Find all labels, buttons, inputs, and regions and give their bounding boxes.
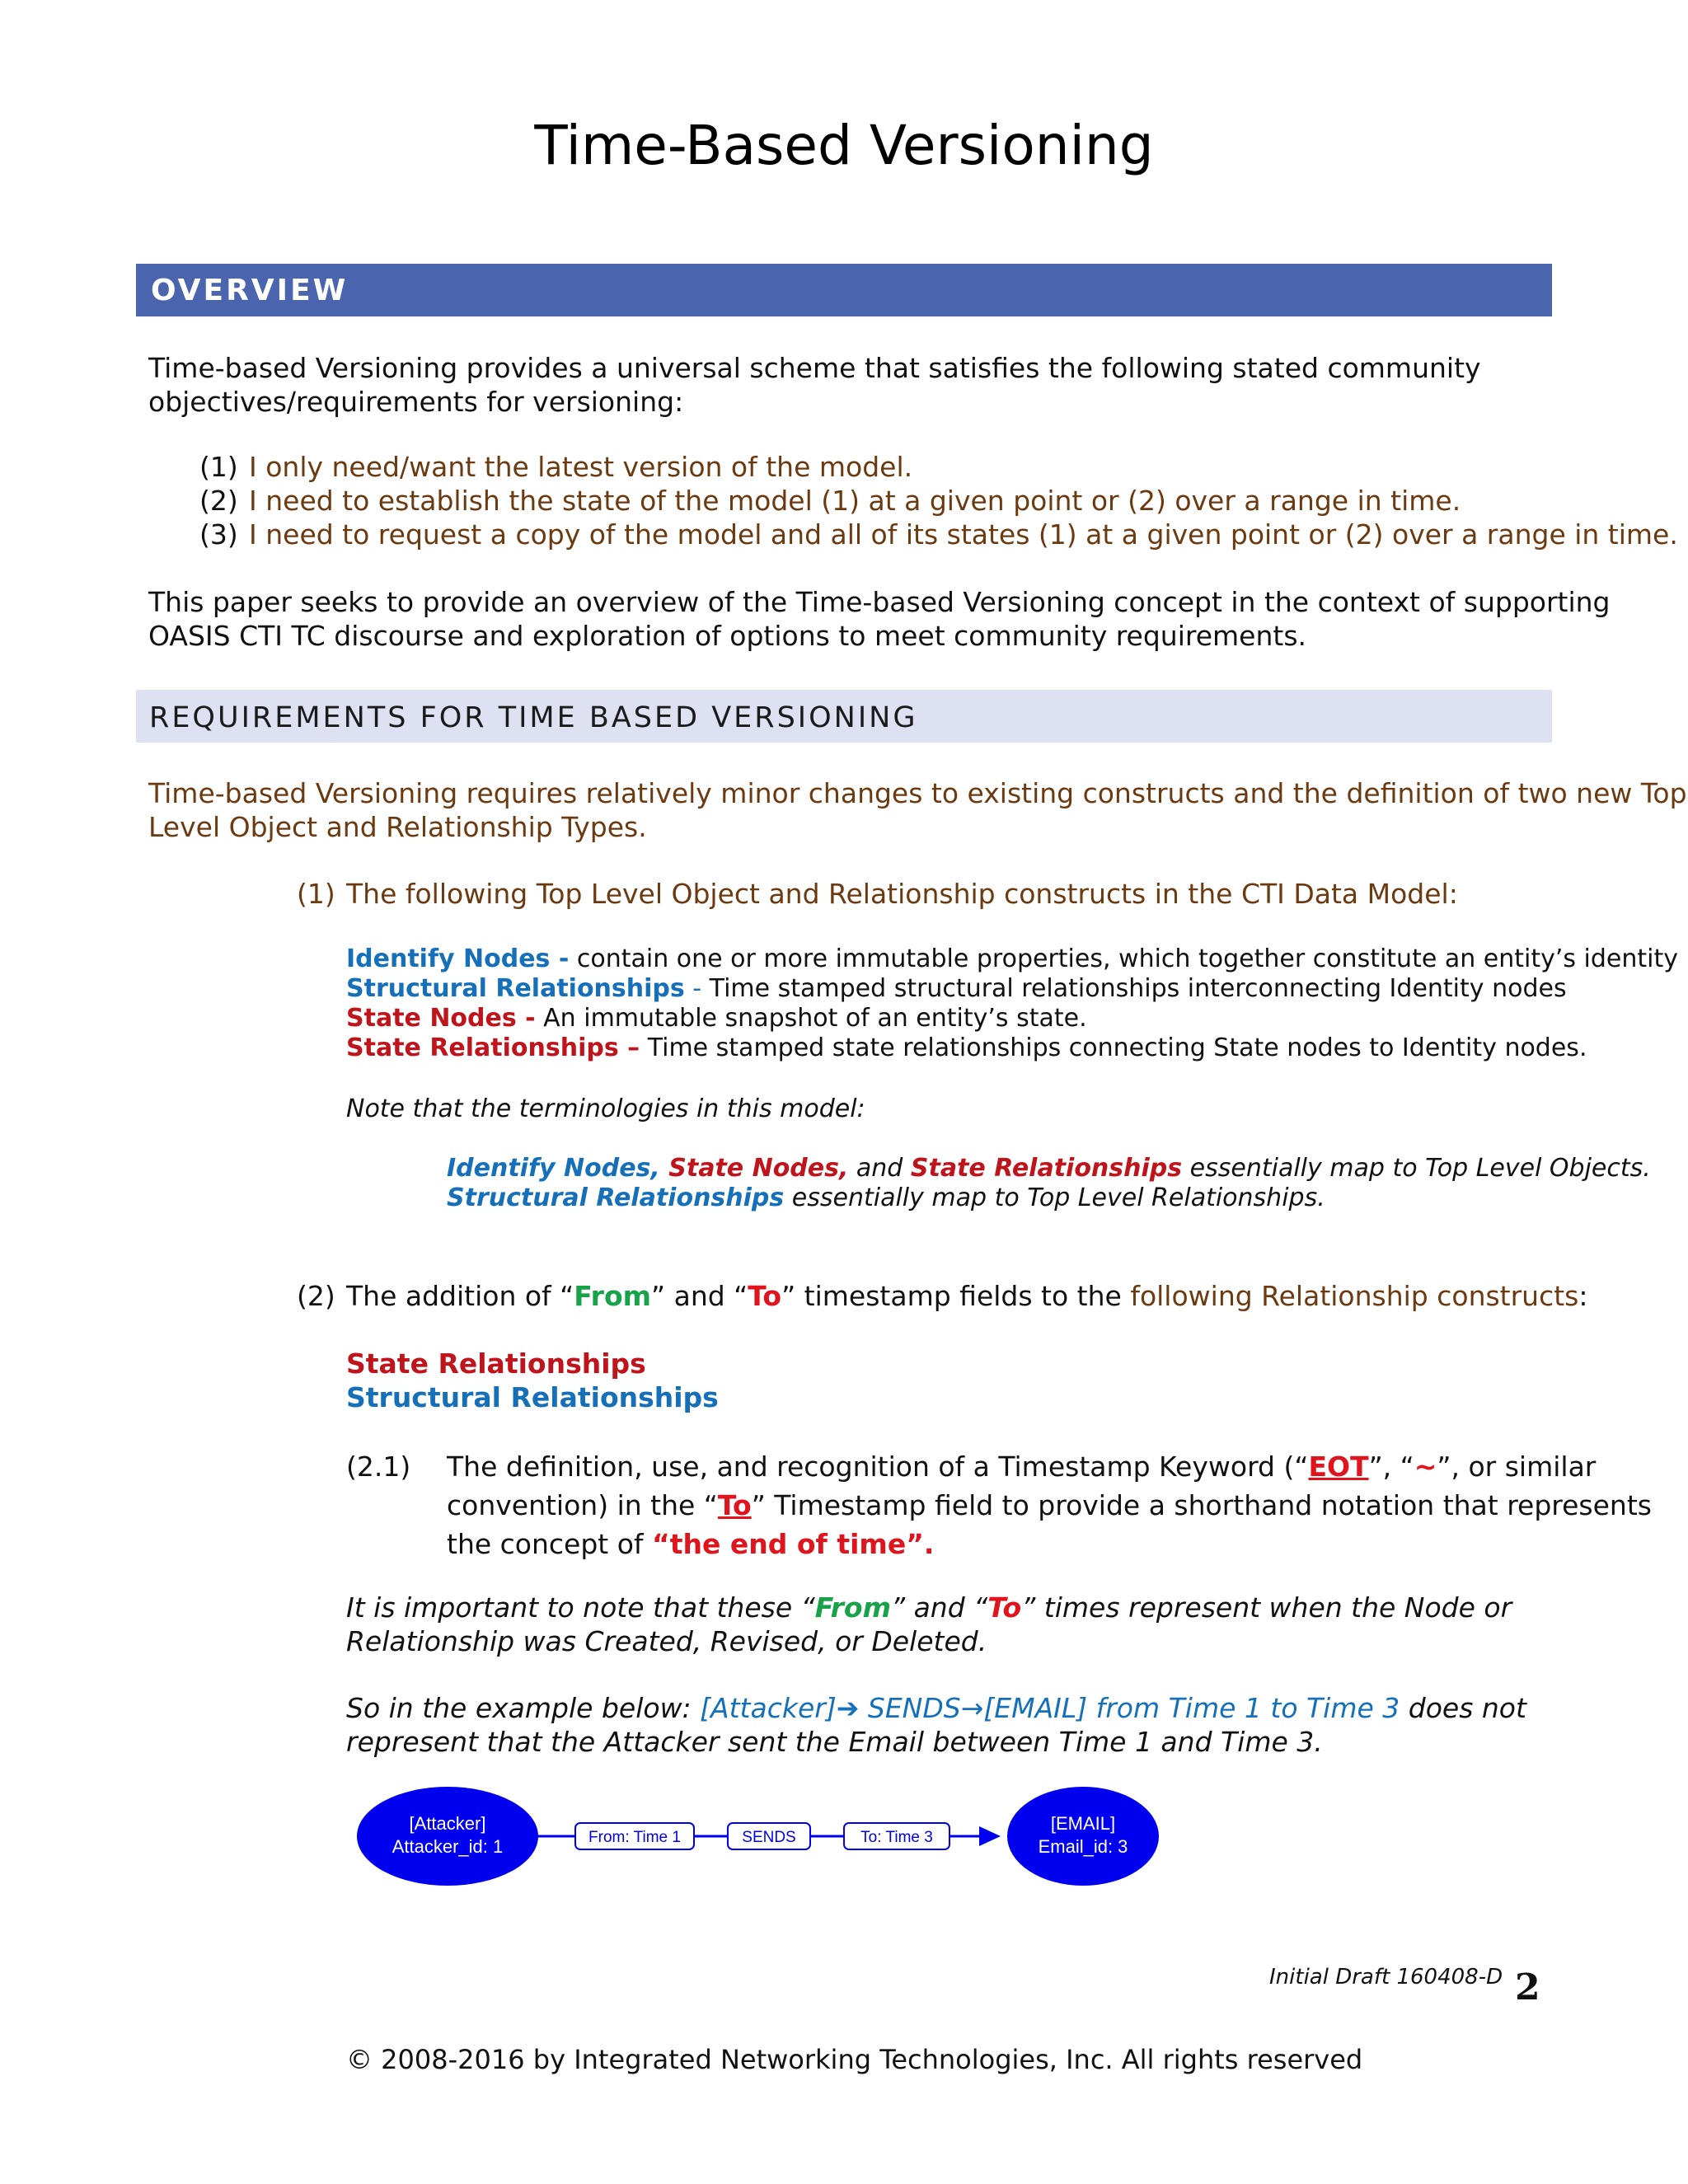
overview-header xyxy=(136,264,1552,316)
to-time-label: To: Time 3 xyxy=(860,1829,933,1846)
terminology-note: Note that the terminologies in this model: xyxy=(346,1094,865,1123)
page-title: Time-Based Versioning xyxy=(534,114,1154,177)
email-node-id: Email_id: 3 xyxy=(1038,1836,1128,1857)
requirement-2-1: The definition, use, and recognition of a Timestamp Keyword (“EOT”, “~”, or similar convention) in the “To” Timestamp field to provide a shorthand notation that represents the concept of “the end of time”. xyxy=(447,1451,1652,1560)
example-note: So in the example below: [Attacker]➔ SENDS→[EMAIL] from Time 1 to Time 3 does not represent that the Attacker sent the Email between Time 1 and Time 3. xyxy=(346,1692,1526,1758)
requirement-1: (1) The following Top Level Object and Relationship constructs in the CTI Data Model: xyxy=(297,878,1458,910)
list-item: (1) I only need/want the latest version of the model. xyxy=(199,451,913,483)
overview-intro: Time-based Versioning provides a universal scheme that satisfies the following stated community objectives/requirements for versioning: xyxy=(148,352,1481,418)
definition-state-nodes: State Nodes - An immutable snapshot of an entity’s state. xyxy=(346,1004,1087,1033)
list-item: (2) I need to establish the state of the model (1) at a given point or (2) over a range in time. xyxy=(199,485,1461,517)
from-time-label: From: Time 1 xyxy=(588,1829,681,1846)
requirements-header xyxy=(136,690,1552,743)
copyright: © 2008-2016 by Integrated Networking Technologies, Inc. All rights reserved xyxy=(346,2044,1363,2075)
sends-label: SENDS xyxy=(742,1829,796,1846)
requirements-heading: REQUIREMENTS FOR TIME BASED VERSIONING xyxy=(149,701,918,734)
objectives-list xyxy=(199,450,1678,551)
requirements-intro: Time-based Versioning requires relatively minor changes to existing constructs and the definition of two new Top Level Object and Relationship Types. xyxy=(148,777,1687,843)
definitions-list xyxy=(346,944,1678,1063)
requirement-2: (2) The addition of “From” and “To” timestamp fields to the following Relationship constructs: xyxy=(297,1280,1588,1312)
relationship-diagram xyxy=(346,1780,1187,1896)
definition-state-relationships: State Relationships – Time stamped state relationships connecting State nodes to Identity nodes. xyxy=(346,1033,1587,1062)
list-item: (3) I need to request a copy of the model and all of its states (1) at a given point or (2) over a range in time. xyxy=(199,518,1678,551)
terminology-mapping xyxy=(447,1154,1651,1213)
requirement-2-1-number: (2.1) xyxy=(346,1451,411,1483)
attacker-node-label: [Attacker] xyxy=(409,1813,486,1834)
draft-label: Initial Draft 160408-D xyxy=(1269,1965,1503,1990)
definition-structural-relationships: Structural Relationships - Time stamped structural relationships interconnecting Identity nodes xyxy=(346,974,1567,1003)
mapping-relationships: Structural Relationships essentially map to Top Level Relationships. xyxy=(447,1183,1325,1212)
email-node-label: [EMAIL] xyxy=(1050,1813,1116,1834)
overview-heading: OVERVIEW xyxy=(151,274,349,307)
relationship-constructs: State Relationships Structural Relationships xyxy=(346,1347,719,1413)
page-number: 2 xyxy=(1515,1966,1540,2008)
paper-purpose: This paper seeks to provide an overview of the Time-based Versioning concept in the context of supporting OASIS CTI TC discourse and exploration of options to meet community requirements. xyxy=(148,586,1611,652)
timestamp-note: It is important to note that these “From” and “To” times represent when the Node or Relationship was Created, Revised, or Deleted. xyxy=(346,1591,1512,1657)
attacker-node-id: Attacker_id: 1 xyxy=(392,1836,504,1857)
arrowhead-icon xyxy=(979,1826,1001,1846)
definition-identify-nodes: Identify Nodes - contain one or more immutable properties, which together constitute an entity’s identity xyxy=(346,944,1679,973)
mapping-objects: Identify Nodes, State Nodes, and State Relationships essentially map to Top Level Objects. xyxy=(447,1154,1651,1183)
